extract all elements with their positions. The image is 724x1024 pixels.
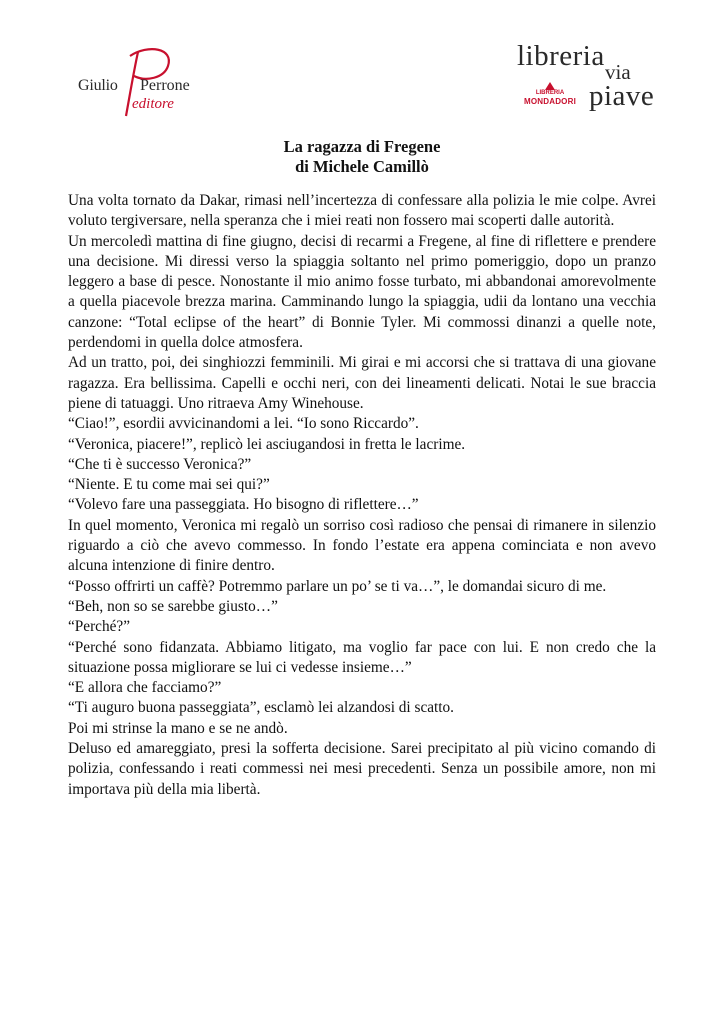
paragraph: “E allora che facciamo?”	[68, 679, 222, 697]
paragraph: Una volta tornato da Dakar, rimasi nell’incertezza di confessare alla polizia le mie colpe. Avrei voluto tergiversare, nella speranza che i miei reati non fossero mai scoperti dalle autorità.	[68, 192, 656, 230]
paragraph: “Niente. E tu come mai sei qui?”	[68, 476, 270, 494]
paragraph: “Perché?”	[68, 618, 130, 636]
publisher-logo	[74, 40, 204, 120]
paragraph: “Ti auguro buona passeggiata”, esclamò lei alzandosi di scatto.	[68, 699, 454, 717]
mondadori-badge-line1: LIBRERIA	[535, 90, 565, 96]
paragraph: “Che ti è successo Veronica?”	[68, 455, 252, 473]
mondadori-rose-icon	[545, 82, 555, 90]
paragraph: “Volevo fare una passeggiata. Ho bisogno di riflettere…”	[68, 496, 419, 514]
story-author: di Michele Camillò	[295, 157, 429, 176]
story-title: La ragazza di Fregene	[283, 137, 441, 156]
paragraph: Ad un tratto, poi, dei singhiozzi femminili. Mi girai e mi accorsi che si trattava di una giovane ragazza. Era bellissima. Capelli e occhi neri, con dei lineamenti delicati. Notai le sue braccia piene di tatuaggi. Uno ritraeva Amy Winehouse.	[68, 354, 656, 412]
document-heading	[0, 137, 724, 177]
publisher-name-last: Perrone	[140, 77, 190, 94]
publisher-name-first: Giulio	[78, 77, 118, 94]
bookstore-word-libreria: libreria	[517, 40, 605, 72]
paragraph: “Ciao!”, esordii avvicinandomi a lei. “Io sono Riccardo”.	[68, 415, 419, 433]
bookstore-logo	[515, 40, 655, 119]
bookstore-word-piave: piave	[589, 80, 655, 112]
paragraph: Poi mi strinse la mano e se ne andò.	[68, 719, 288, 737]
story-body	[68, 191, 656, 800]
paragraph: “Beh, non so se sarebbe giusto…”	[68, 597, 278, 615]
paragraph: “Veronica, piacere!”, replicò lei asciugandosi in fretta le lacrime.	[68, 435, 466, 453]
paragraph: “Posso offrirti un caffè? Potremmo parlare un po’ se ti va…”, le domandai sicuro di me.	[68, 577, 607, 595]
paragraph: “Perché sono fidanzata. Abbiamo litigato, ma voglio far pace con lui. E non credo che la situazione possa migliorare se lui ci vedesse insieme…”	[68, 638, 656, 676]
paragraph: Deluso ed amareggiato, presi la sofferta decisione. Sarei precipitato al più vicino comando di polizia, confessando i reati commessi nei mesi precedenti. Senza un possibile amore, non mi importava più della mia libertà.	[68, 740, 656, 798]
bookstore-word-via: via	[605, 60, 631, 84]
mondadori-badge	[519, 82, 581, 106]
paragraph: In quel momento, Veronica mi regalò un sorriso così radioso che pensai di rimanere in silenzio riguardo a ciò che avevo commesso. In fondo l’estate era appena cominciata e non avevo alcuna intenzione di finire dentro.	[68, 516, 656, 575]
mondadori-badge-line2: MONDADORI	[523, 97, 577, 106]
publisher-sub: editore	[132, 96, 174, 112]
paragraph: Un mercoledì mattina di fine giugno, decisi di recarmi a Fregene, al fine di riflettere e prendere una decisione. Mi diressi verso la spiaggia soltanto nel primo pomeriggio, dopo un pranzo leggero a base di pesce. Nonostante il mio animo fosse turbato, mi abbandonai amorevolmente a quella piacevole brezza marina. Camminando lungo la spiaggia, udii da lontano una vecchia canzone: “Total eclipse of the heart” di Bonnie Tyler. Mi commossi dinanzi a quelle note, perdendomi in quella dolce atmosfera.	[68, 232, 656, 352]
